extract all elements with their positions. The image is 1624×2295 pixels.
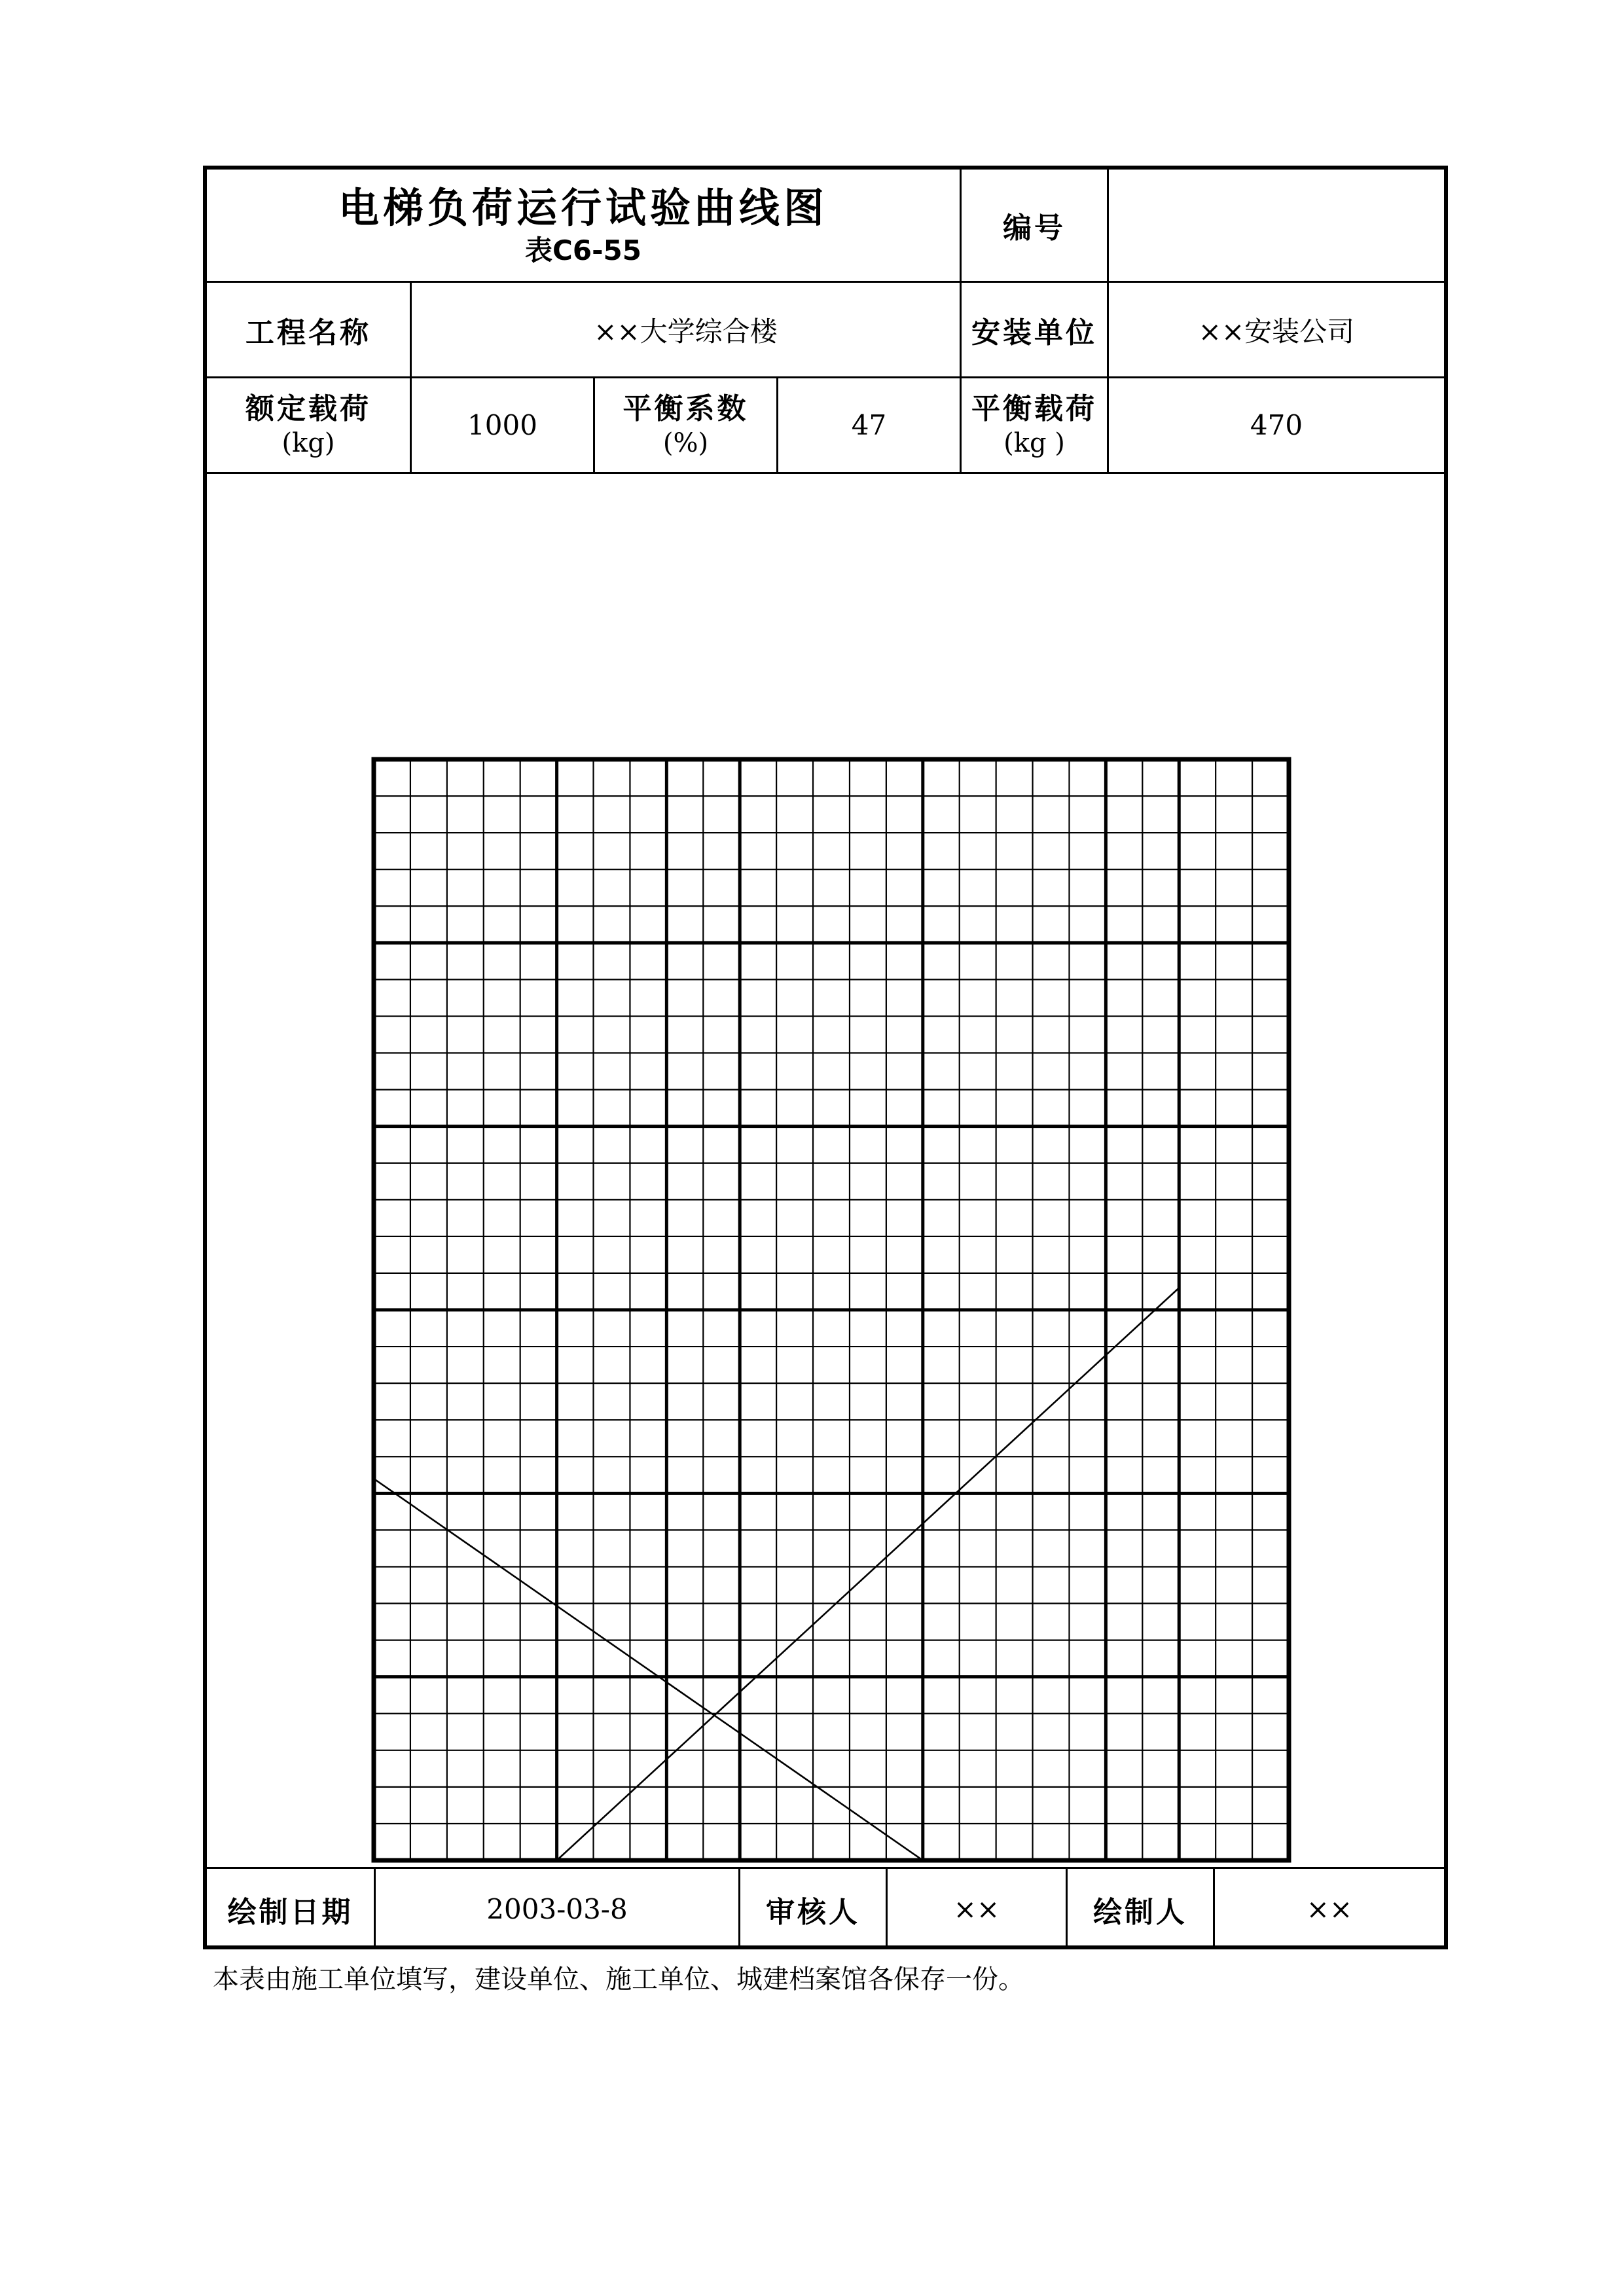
project-label: 工程名称 [245,316,371,350]
footer-note: 本表由施工单位填写，建设单位、施工单位、城建档案馆各保存一份。 [213,1964,1024,1995]
rated-load-label-cell [207,378,410,472]
balance-coef-value[interactable]: 47 [851,409,887,441]
installer-label: 安装单位 [971,316,1097,350]
project-value[interactable]: ××大学综合楼 [594,315,778,348]
form-number: 表C6-55 [525,234,641,266]
reviewer-label: 审核人 [766,1895,860,1929]
number-value[interactable] [1109,170,1444,281]
reviewer-value[interactable]: ×× [953,1893,1000,1925]
date-value[interactable]: 2003-03-8 [486,1893,628,1925]
page-title: 电梯负荷运行试验曲线图 [338,184,828,232]
record-form [203,166,1448,1949]
series-line-1 [374,1479,923,1860]
drawer-value[interactable]: ×× [1306,1893,1353,1925]
balance-load-value[interactable]: 470 [1250,409,1303,441]
installer-value[interactable]: ××安装公司 [1198,315,1355,348]
rated-load-unit: (kg) [281,428,335,458]
series-line-2 [557,1288,1180,1860]
number-label: 编号 [1003,211,1066,245]
balance-load-label: 平衡载荷 [971,392,1097,425]
title-block [207,170,960,281]
balance-load-unit: (kg ) [1003,428,1065,458]
rated-load-label: 额定载荷 [245,392,371,425]
balance-coef-label-cell [595,378,776,472]
balance-coef-unit: (%) [662,428,709,458]
balance-load-label-cell [962,378,1107,472]
rated-load-value[interactable]: 1000 [467,409,537,441]
date-label: 绘制日期 [227,1895,353,1929]
load-curve-chart [207,474,1444,1867]
drawer-label: 绘制人 [1093,1895,1187,1929]
balance-coef-label: 平衡系数 [623,392,749,425]
